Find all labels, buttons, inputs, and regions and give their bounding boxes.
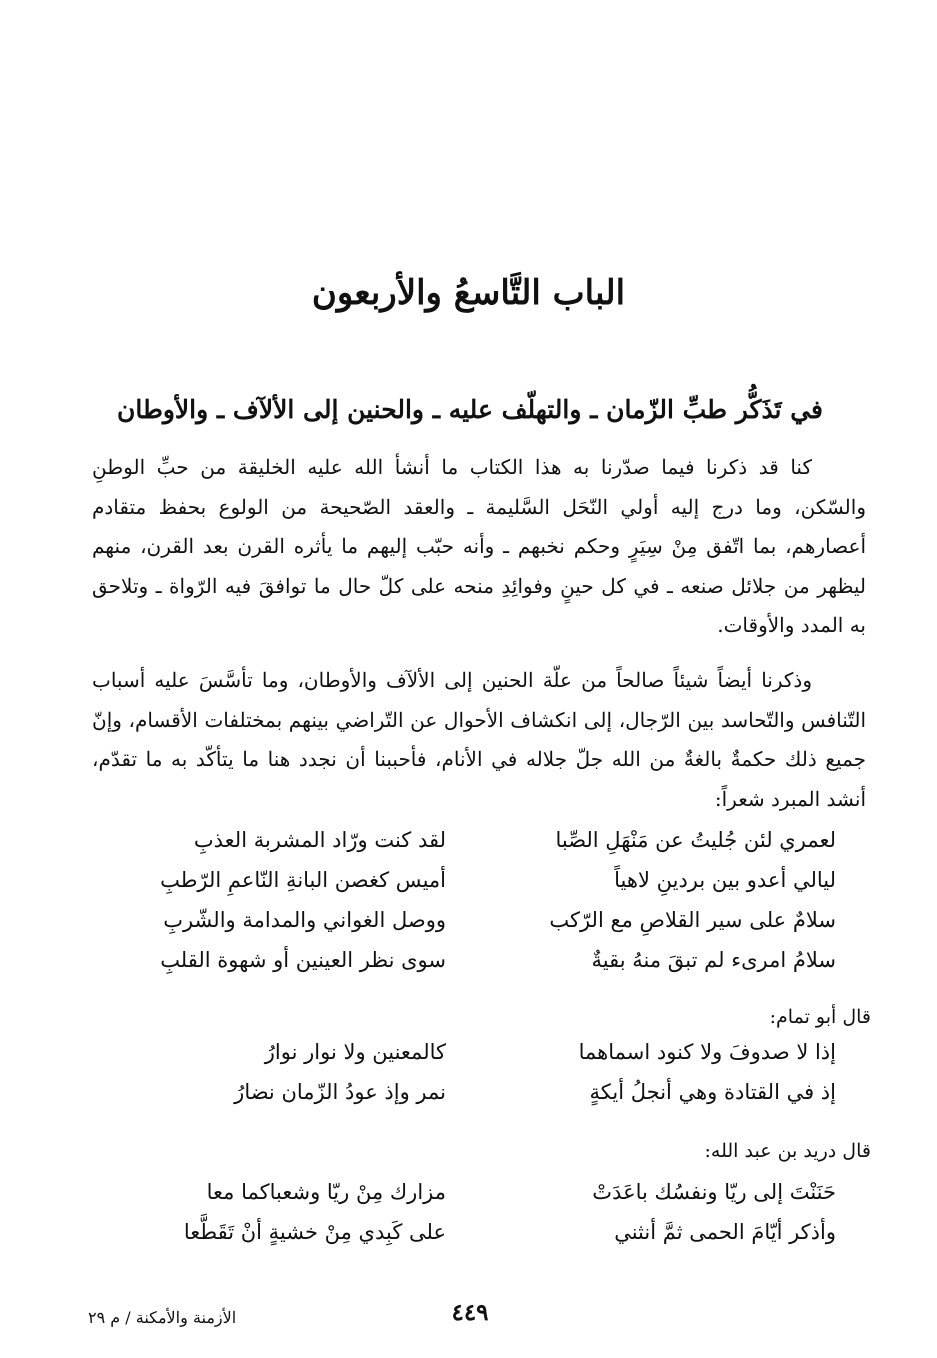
verse-second-hemistich: سوى نظر العينين أو شهوة القلبِ [160, 948, 446, 972]
verse-line [92, 1172, 866, 1212]
verse-first-hemistich: سلامُ امرىء لم تبقَ منهُ بقيةٌ [591, 948, 836, 972]
verse-second-hemistich: كالمعنين ولا نوار نوارُ [264, 1040, 446, 1064]
section-heading: في تَذَكُّر طبِّ الزّمان ـ والتهلّف عليه ـ والحنين إلى الألآف ـ والأوطان [116, 395, 824, 424]
verse-first-hemistich: سلامٌ على سير القلاصِ مع الرّكب [549, 908, 836, 932]
verse-first-hemistich: وأذكر أيّامَ الحمى ثمَّ أنثني [614, 1220, 836, 1244]
verse-line [92, 900, 866, 940]
poem-abu-tammam [92, 1032, 866, 1112]
verse-second-hemistich: على كَبِدي مِنْ خشيةٍ أنْ تَقَطَّعا [183, 1220, 446, 1244]
verse-second-hemistich: أميس كغصن البانةِ النّاعمِ الرّطبِ [160, 868, 446, 892]
verse-line [92, 940, 866, 980]
page-number: ٤٤٩ [451, 1299, 489, 1326]
paragraph-2 [92, 661, 866, 819]
chapter-title: الباب التَّاسعُ والأربعون [311, 273, 626, 313]
poem-mubarrad [92, 820, 866, 980]
verse-second-hemistich: ووصل الغواني والمدامة والشّربِ [163, 908, 446, 932]
verse-line [92, 820, 866, 860]
verse-first-hemistich: إذ في القتادة وهي أنجلُ أيكةٍ [589, 1080, 836, 1104]
verse-line [92, 1072, 866, 1112]
verse-first-hemistich: حَنَنْتَ إلى ريّا ونفسُك باعَدَتْ [592, 1180, 836, 1204]
verse-first-hemistich: ليالي أعدو بين بردينِ لاهياً [614, 868, 836, 892]
verse-first-hemistich: إذا لا صدوفَ ولا كنود اسماهما [578, 1040, 836, 1064]
paragraph-text: كنا قد ذكرنا فيما صدّرنا به هذا الكتاب ما أنشأ الله عليه الخليقة من حبِّ الوطنِ والسّكن، وما درج إليه أولي النّحَل السَّليمة ـ والعقد الصّحيحة من الولوع بحفظ متقادم أعصارهم، بما اتّفق مِنْ سِيَرٍ وحكم نخبهم ـ وأنه حبّب إليهم ما يأثره القرن بعد القرن، منهم ليظهر من جلائل صنعه ـ في كل حينٍ وفوائِدِ منحه على كلّ حال ما توافقَ فيه الرّواة ـ وتلاحق به المدد والأوقات. [92, 455, 866, 637]
book-footer-label: الأزمنة والأمكنة / م ٢٩ [88, 1308, 237, 1327]
poem-attribution-durayd: قال دريد بن عبد الله: [704, 1140, 871, 1162]
paragraph-text: وذكرنا أيضاً شيئاً صالحاً من علّة الحنين إلى الألآف والأوطان، وما تأسَّسَ عليه أسباب التّنافس والتّحاسد بين الرّجال، إلى انكشاف الأحوال عن التّراضي بينهم بمختلفات الأقسام، وإنّ جميع ذلك حكمةٌ بالغةٌ من الله جلّ جلاله في الأنام، فأحببنا أن نجدد هنا ما يتأكّد به ما تقدّم، أنشد المبرد شعراً: [92, 668, 866, 811]
verse-second-hemistich: لقد كنت ورّاد المشربة العذبِ [193, 828, 446, 852]
poem-durayd [92, 1172, 866, 1252]
verse-line [92, 860, 866, 900]
verse-first-hemistich: لعمري لئن جُليتُ عن مَنْهَلِ الصِّبا [555, 828, 836, 852]
poem-attribution-abu-tammam: قال أبو تمام: [769, 1006, 871, 1028]
verse-second-hemistich: نمر وإذ عودُ الزّمان نضارُ [234, 1080, 446, 1104]
paragraph-1 [92, 448, 866, 646]
verse-second-hemistich: مزارك مِنْ ريّا وشعباكما معا [206, 1180, 446, 1204]
verse-line [92, 1032, 866, 1072]
verse-line [92, 1212, 866, 1252]
